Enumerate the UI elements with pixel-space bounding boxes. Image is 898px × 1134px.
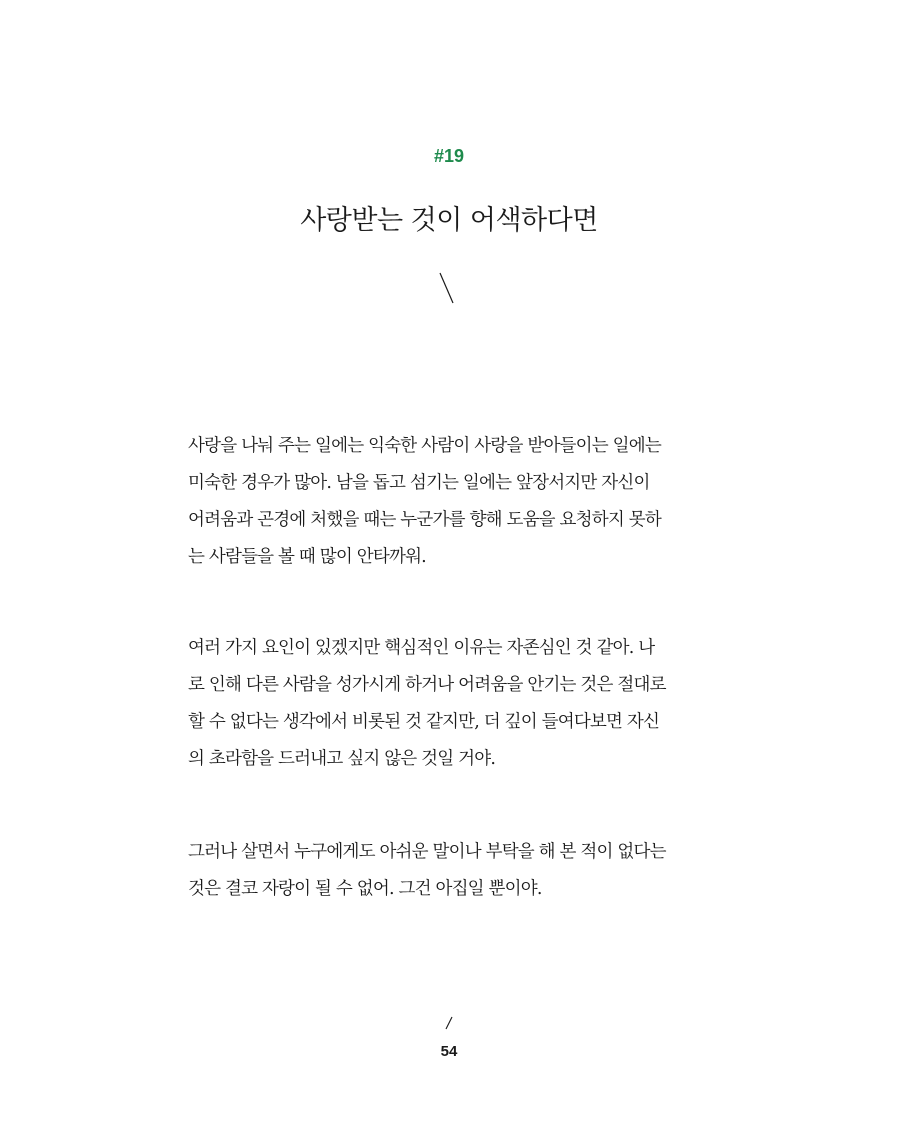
paragraph-line: 어려움과 곤경에 처했을 때는 누군가를 향해 도움을 요청하지 못하 xyxy=(188,510,661,530)
paragraph-3 xyxy=(188,834,712,908)
paragraph-line: 것은 결코 자랑이 될 수 없어. 그건 아집일 뿐이야. xyxy=(188,879,542,899)
paragraph-line: 여러 가지 요인이 있겠지만 핵심적인 이유는 자존심인 것 같아. 나 xyxy=(188,638,655,658)
chapter-title: 사랑받는 것이 어색하다면 xyxy=(300,205,598,236)
chapter-number: #19 xyxy=(433,146,465,166)
paragraph-line: 그러나 살면서 누구에게도 아쉬운 말이나 부탁을 해 본 적이 없다는 xyxy=(188,842,666,862)
title-divider-slash xyxy=(437,271,457,305)
paragraph-1 xyxy=(188,428,712,576)
paragraph-line: 의 초라함을 드러내고 싶지 않은 것일 거야. xyxy=(188,749,496,769)
page-number: 54 xyxy=(440,1043,458,1060)
paragraph-line: 사랑을 나눠 주는 일에는 익숙한 사람이 사랑을 받아들이는 일에는 xyxy=(188,436,661,456)
paragraph-2 xyxy=(188,630,712,778)
paragraph-line: 로 인해 다른 사람을 성가시게 하거나 어려움을 안기는 것은 절대로 xyxy=(188,675,666,695)
paragraph-line: 는 사람들을 볼 때 많이 안타까워. xyxy=(188,547,426,567)
paragraph-line: 미숙한 경우가 많아. 남을 돕고 섬기는 일에는 앞장서지만 자신이 xyxy=(188,473,650,493)
paragraph-line: 할 수 없다는 생각에서 비롯된 것 같지만, 더 깊이 들여다보면 자신 xyxy=(188,712,660,732)
page-divider-slash xyxy=(444,1016,454,1030)
